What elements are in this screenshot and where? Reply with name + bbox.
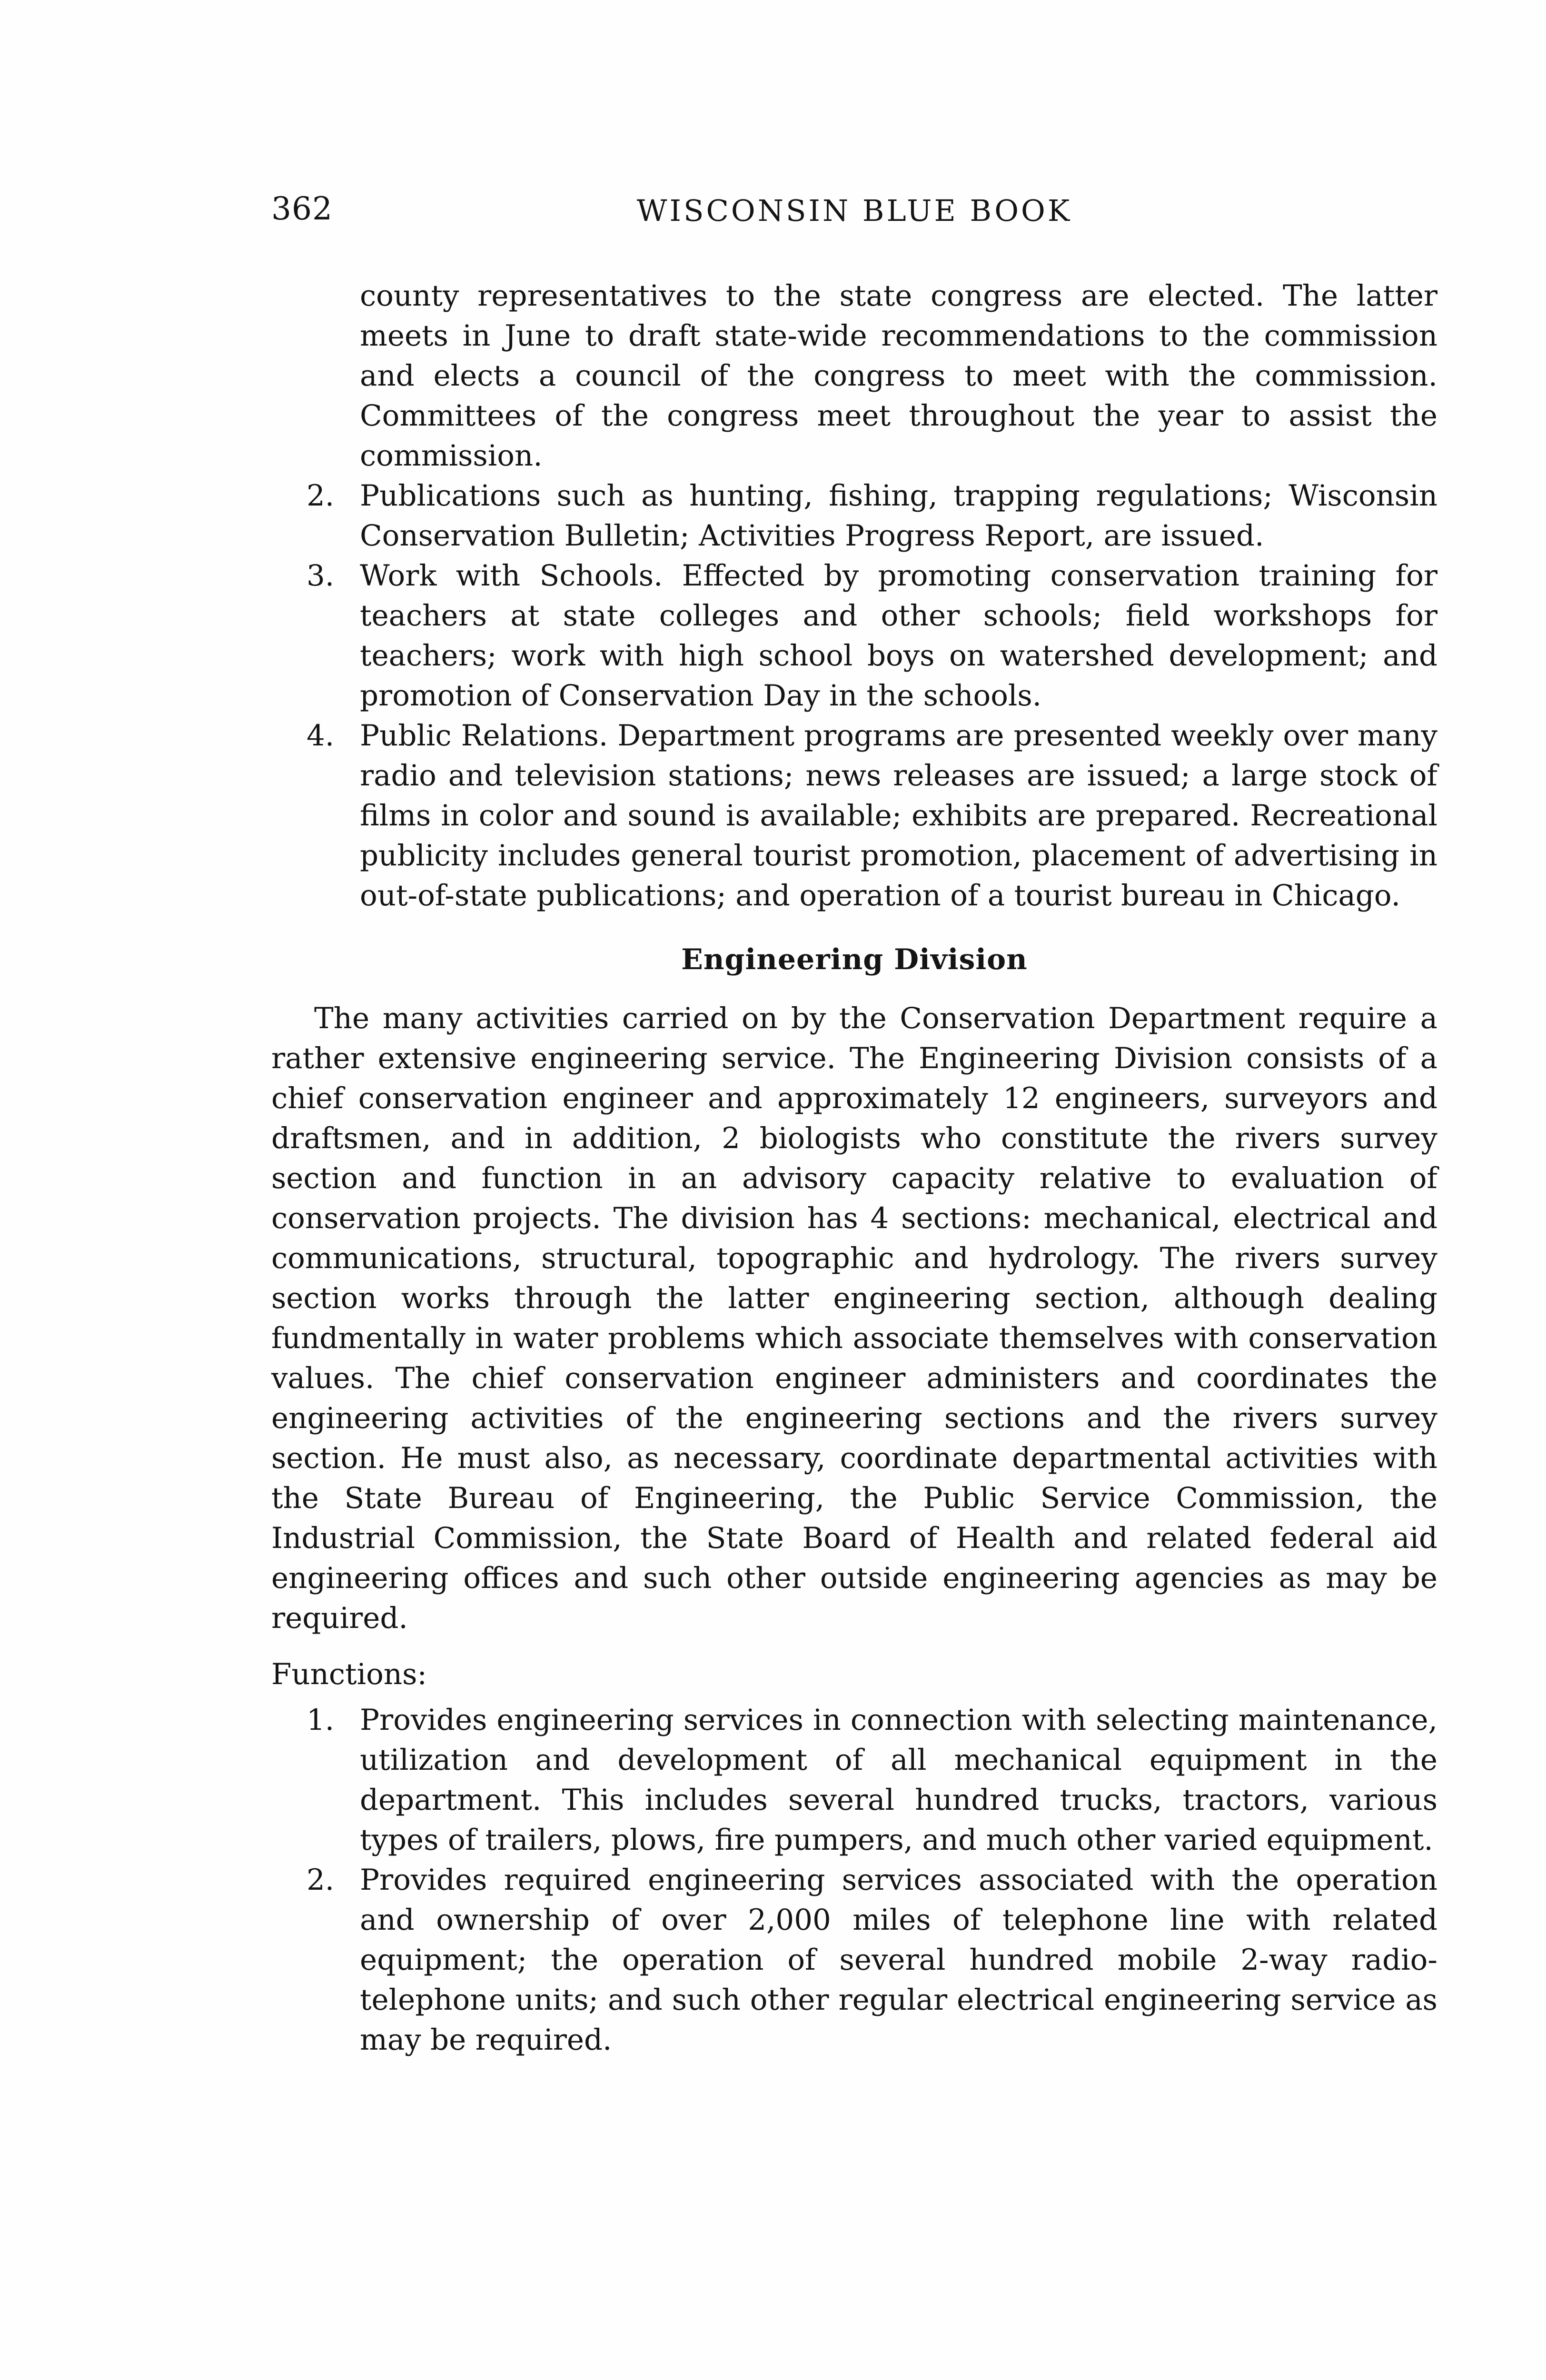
section-heading: Engineering Division (681, 943, 1028, 976)
list-item-continuation: county representatives to the state congress are elected. The latter meets in June to draft state-wide recommendations to the commission and elects a council of the congress to meet with the commission. Committees of the congress meet throughout the year to assist the commission. (360, 279, 1437, 473)
list-item (271, 1860, 1437, 2060)
list-continued (271, 276, 1437, 916)
running-head (271, 190, 1437, 238)
list-item-number: 2. (307, 479, 335, 513)
list-item-text: Publications such as hunting, fishing, trapping regulations; Wisconsin Conservation Bulletin; Activities Progress Report, are issued. (360, 479, 1437, 553)
running-title: WISCONSIN BLUE BOOK (636, 193, 1072, 228)
list-item-text: Work with Schools. Effected by promoting conservation training for teachers at state colleges and other schools; field workshops for teachers; work with high school boys on watershed development; and promotion of Conservation Day in the schools. (360, 559, 1437, 713)
functions-label: Functions: (271, 1657, 427, 1691)
list-item (271, 716, 1437, 916)
functions-list (271, 1700, 1437, 2060)
list-item-number: 4. (307, 719, 335, 753)
list-item-text: Public Relations. Department programs are presented weekly over many radio and television stations; news releases are issued; a large stock of films in color and sound is available; exhibits are prepared. Recreational publicity includes general tourist promotion, placement of advertising in out-of-state publications; and operation of a tourist bureau in Chicago. (360, 719, 1437, 912)
list-item-text: Provides engineering services in connection with selecting maintenance, utilization and development of all mechanical equipment in the department. This includes several hundred trucks, tractors, various types of trailers, plows, fire pumpers, and much other varied equipment. (360, 1703, 1437, 1857)
page-number: 362 (271, 190, 333, 227)
list-item-text: Provides required engineering services associated with the operation and ownership of over 2,000 miles of telephone line with related equipment; the operation of several hundred mobile 2-way radio-telephone units; and such other regular electrical engineering service as may be required. (360, 1863, 1437, 2057)
section-paragraph: The many activities carried on by the Conservation Department require a rather extensive engineering service. The Engineering Division consists of a chief conservation engineer and approximately 12 engineers, surveyors and draftsmen, and in addition, 2 biologists who constitute the rivers survey section and function in an advisory capacity relative to evaluation of conservation projects. The division has 4 sections: mechanical, electrical and communications, structural, topographic and hydrology. The rivers survey section works through the latter engineering section, although dealing fundmentally in water problems which associate themselves with conservation values. The chief conservation engineer administers and coordinates the engineering activities of the engineering sections and the rivers survey section. He must also, as necessary, coordinate departmental activities with the State Bureau of Engineering, the Public Service Commission, the Industrial Commission, the State Board of Health and related federal aid engineering offices and such other outside engineering agencies as may be required. (271, 1002, 1437, 1635)
list-item (271, 476, 1437, 556)
page-body (271, 276, 1437, 2060)
list-item-number: 2. (307, 1863, 335, 1897)
list-item (271, 556, 1437, 716)
list-item-number: 1. (307, 1703, 335, 1737)
list-item-number: 3. (307, 559, 335, 593)
list-item (271, 1700, 1437, 1860)
